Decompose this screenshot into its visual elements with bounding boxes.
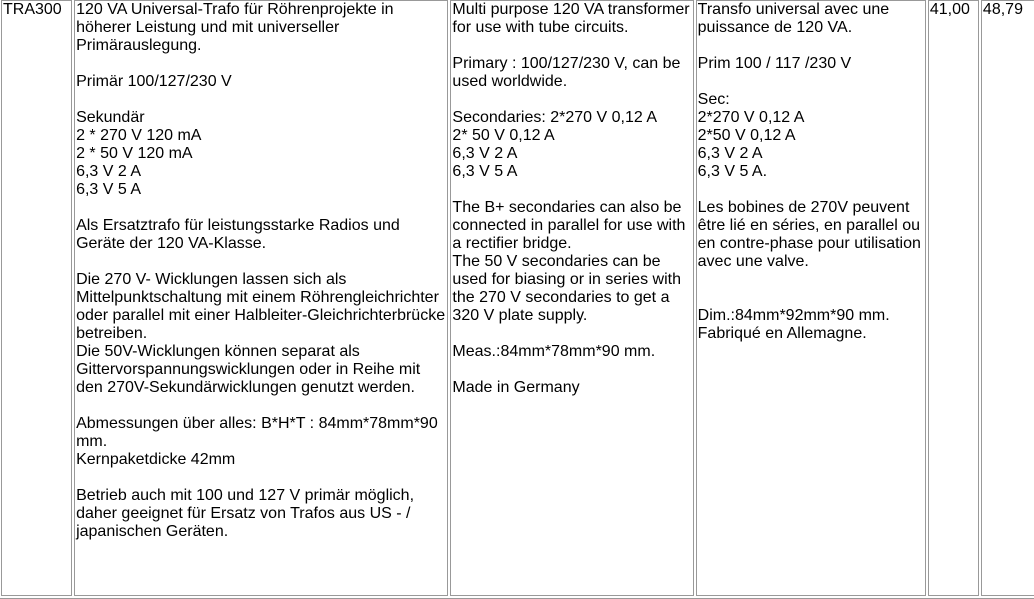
text-line: 2*270 V 0,12 A [697, 109, 805, 126]
text-line: Prim 100 / 117 /230 V [697, 55, 852, 72]
table-row [1, 0, 1034, 596]
text-line: Die 50V-Wicklungen können separat als [76, 343, 360, 360]
price-gross: 48,79 [982, 1, 1023, 18]
price-net-cell [928, 0, 979, 596]
text-line: 6,3 V 2 A [76, 163, 141, 180]
text-line: Meas.:84mm*78mm*90 mm. [452, 343, 656, 360]
text-line: 6,3 V 5 A [452, 163, 518, 180]
description-english [452, 1, 691, 397]
blank-line [76, 253, 446, 271]
blank-line [698, 271, 924, 289]
text-line: Sekundär [76, 109, 145, 126]
text-line: Fabriqué en Allemagne. [697, 325, 867, 342]
blank-line [452, 361, 691, 379]
text-line: puissance de 120 VA. [697, 19, 853, 36]
blank-line [76, 91, 446, 109]
text-line: Made in Germany [452, 379, 580, 396]
text-line: used for biasing or in series with [452, 271, 681, 288]
blank-line [76, 199, 446, 217]
text-line: The B+ secondaries can also be [452, 199, 682, 216]
description-french [698, 1, 924, 343]
text-line: 320 V plate supply. [452, 307, 588, 324]
blank-line [698, 289, 924, 307]
text-line: Die 270 V- Wicklungen lassen sich als [76, 271, 347, 288]
price-net: 41,00 [929, 1, 970, 18]
text-line: en contre-phase pour utilisation [697, 235, 921, 252]
text-line: Primär 100/127/230 V [76, 73, 232, 90]
text-line: Kernpaketdicke 42mm [76, 451, 236, 468]
text-line: for use with tube circuits. [452, 19, 629, 36]
text-line: Primärauslegung. [76, 37, 202, 54]
description-german [76, 1, 446, 541]
text-line: Abmessungen über alles: B*H*T : 84mm*78mm*90 [76, 415, 438, 432]
text-line: 2 * 50 V 120 mA [76, 145, 193, 162]
text-line: Dim.:84mm*92mm*90 mm. [697, 307, 890, 324]
text-line: betreiben. [76, 325, 148, 342]
price-gross-cell [981, 0, 1034, 596]
blank-line [452, 91, 691, 109]
text-line: 6,3 V 5 A. [697, 163, 768, 180]
text-line: Gittervorspannungswicklungen oder in Reihe mit [76, 361, 421, 378]
text-line: Betrieb auch mit 100 und 127 V primär möglich, [76, 487, 415, 504]
text-line: höherer Leistung und mit universeller [76, 19, 340, 36]
text-line: 2* 50 V 0,12 A [452, 127, 555, 144]
text-line: 120 VA Universal-Trafo für Röhrenprojekte in [76, 1, 394, 18]
text-line: the 270 V secondaries to get a [452, 289, 670, 306]
blank-line [452, 181, 691, 199]
text-line: Secondaries: 2*270 V 0,12 A [452, 109, 658, 126]
text-line: 6,3 V 5 A [76, 181, 141, 198]
blank-line [452, 37, 691, 55]
blank-line [76, 397, 446, 415]
text-line: oder parallel mit einer Halbleiter-Gleichrichterbrücke [76, 307, 446, 324]
blank-line [76, 55, 446, 73]
text-line: Primary : 100/127/230 V, can be [452, 55, 681, 72]
text-line: Mittelpunktschaltung mit einem Röhrengleichrichter [76, 289, 439, 306]
text-line: être lié en séries, en parallel ou [697, 217, 921, 234]
text-line: 6,3 V 2 A [697, 145, 763, 162]
text-line: a rectifier bridge. [452, 235, 572, 252]
text-line: daher geeignet für Ersatz von Trafos aus US - / [76, 505, 411, 522]
description-english-cell [450, 0, 693, 596]
text-line: 6,3 V 2 A [452, 145, 518, 162]
text-line: Sec: [697, 91, 730, 108]
text-line: Als Ersatztrafo für leistungsstarke Radios und [76, 217, 400, 234]
text-line: mm. [76, 433, 108, 450]
description-french-cell [696, 0, 926, 596]
blank-line [452, 325, 691, 343]
description-german-cell [74, 0, 448, 596]
text-line: used worldwide. [452, 73, 568, 90]
text-line: Multi purpose 120 VA transformer [452, 1, 690, 18]
text-line: avec une valve. [697, 253, 809, 270]
blank-line [698, 73, 924, 91]
text-line: Geräte der 120 VA-Klasse. [76, 235, 267, 252]
text-line: connected in parallel for use with [452, 217, 686, 234]
text-line: 2 * 270 V 120 mA [76, 127, 202, 144]
text-line: japanischen Geräten. [76, 523, 229, 540]
text-line: den 270V-Sekundärwicklungen genutzt werden. [76, 379, 415, 396]
blank-line [698, 181, 924, 199]
text-line: 2*50 V 0,12 A [697, 127, 796, 144]
blank-line [698, 37, 924, 55]
text-line: Les bobines de 270V peuvent [697, 199, 910, 216]
blank-line [76, 469, 446, 487]
article-number: TRA300 [3, 1, 62, 18]
text-line: The 50 V secondaries can be [452, 253, 661, 270]
article-number-cell [1, 0, 72, 596]
text-line: Transfo universal avec une [697, 1, 890, 18]
